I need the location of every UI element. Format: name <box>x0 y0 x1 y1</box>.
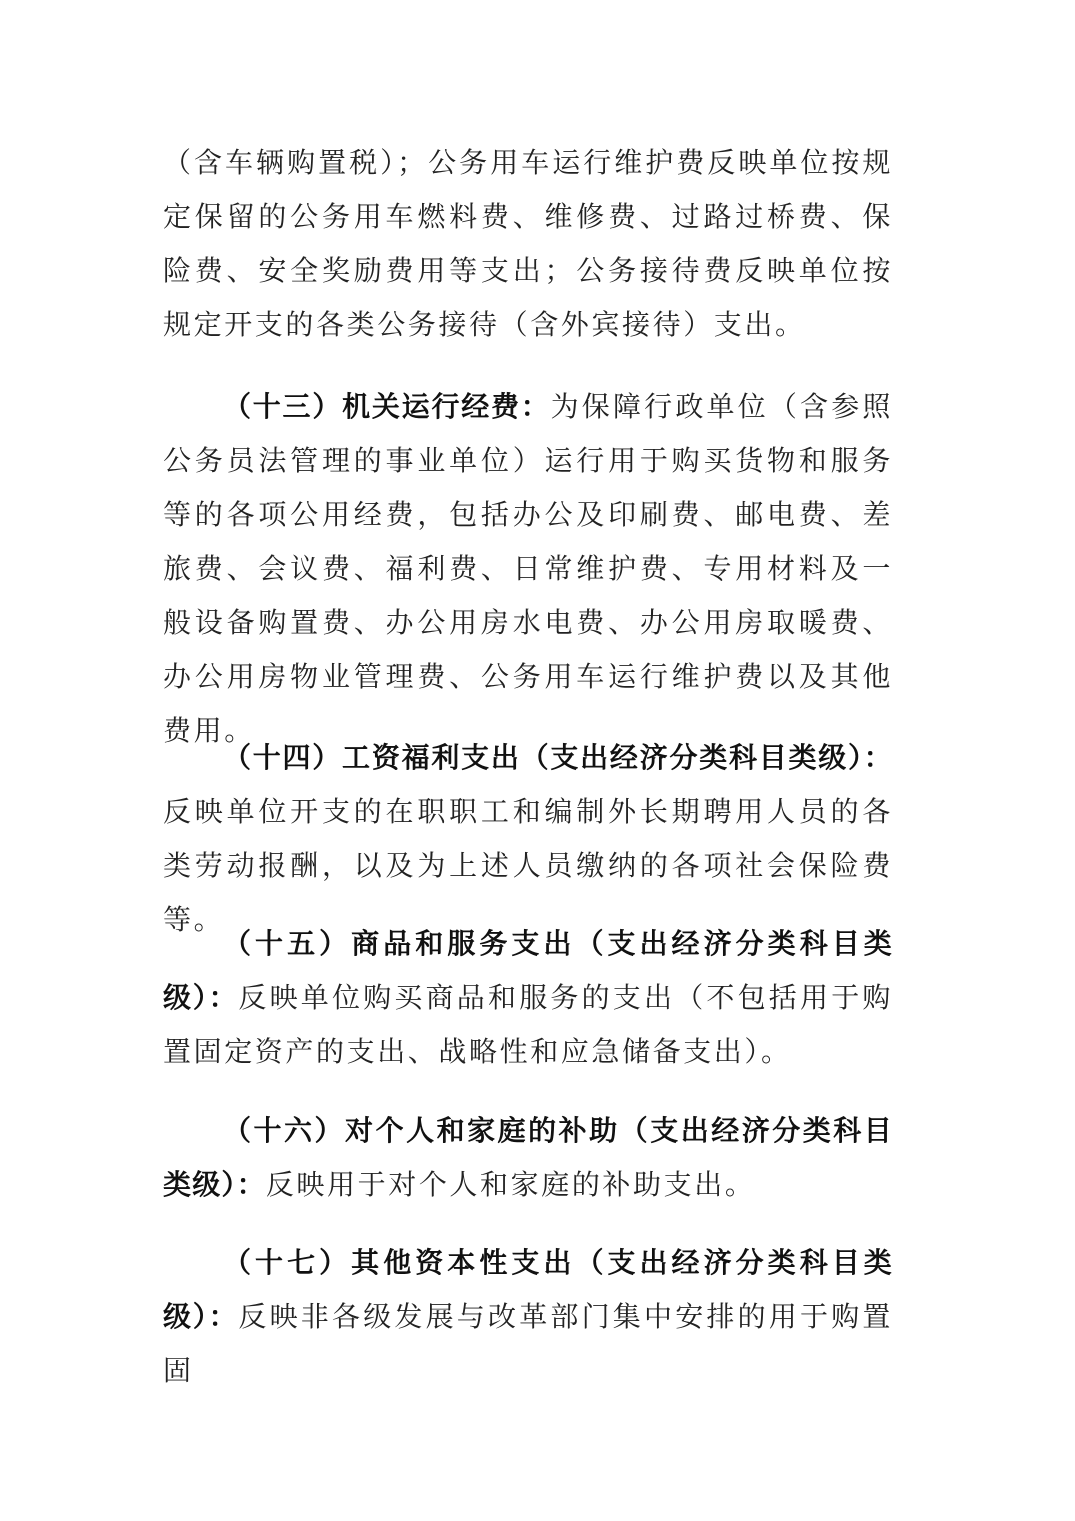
paragraph-wages-welfare <box>163 731 893 947</box>
paragraph-body: 反映用于对个人和家庭的补助支出。 <box>265 1168 756 1201</box>
paragraph-heading: （十三）机关运行经费： <box>223 390 551 423</box>
paragraph-agency-operating-funds <box>163 380 893 758</box>
paragraph-body: （含车辆购置税）；公务用车运行维护费反映单位按规定保留的公务用车燃料费、维修费、过路过桥费、保险费、安全奖励费用等支出；公务接待费反映单位按规定开支的各类公务接待（含外宾接待）支出。 <box>163 146 893 341</box>
paragraph-heading: （十六）对个人和家庭的补助（支出经济分类科目类级）： <box>163 1114 893 1201</box>
paragraph-body: 反映单位开支的在职职工和编制外长期聘用人员的各类劳动报酬，以及为上述人员缴纳的各项社会保险费等。 <box>163 795 893 936</box>
paragraph-heading: （十五）商品和服务支出（支出经济分类科目类级）： <box>163 927 893 1014</box>
paragraph-vehicle-reception-costs <box>163 136 893 352</box>
paragraph-other-capital <box>163 1236 893 1398</box>
paragraph-body: 为保障行政单位（含参照公务员法管理的事业单位）运行用于购买货物和服务等的各项公用经费，包括办公及印刷费、邮电费、差旅费、会议费、福利费、日常维护费、专用材料及一般设备购置费、办公用房水电费、办公用房取暖费、办公用房物业管理费、公务用车运行维护费以及其他费用。 <box>163 390 893 747</box>
paragraph-body: 反映单位购买商品和服务的支出（不包括用于购置固定资产的支出、战略性和应急储备支出）。 <box>163 981 893 1068</box>
paragraph-body: 反映非各级发展与改革部门集中安排的用于购置固 <box>163 1300 893 1387</box>
paragraph-household-subsidies <box>163 1104 893 1212</box>
paragraph-heading: （十七）其他资本性支出（支出经济分类科目类级）： <box>163 1246 893 1333</box>
paragraph-heading: （十四）工资福利支出（支出经济分类科目类级）： <box>223 741 893 774</box>
paragraph-goods-services <box>163 917 893 1079</box>
